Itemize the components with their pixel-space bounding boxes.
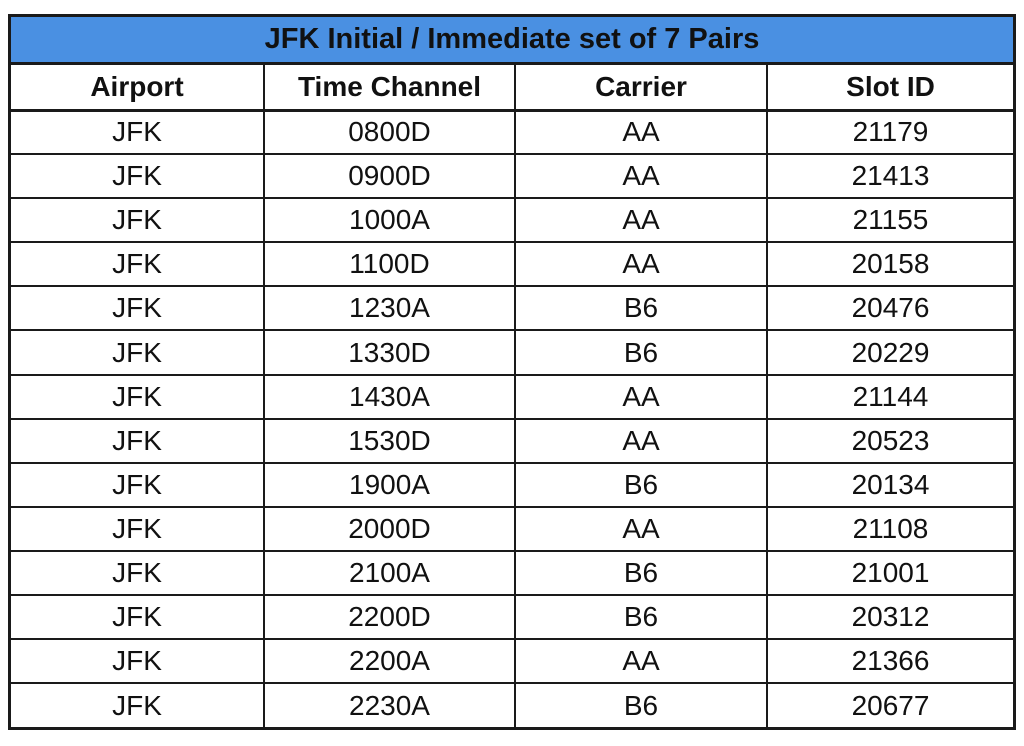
- cell-time-channel: 1000A: [264, 198, 515, 242]
- table-row: [11, 110, 1013, 154]
- cell-carrier: B6: [515, 286, 767, 330]
- header-row: [11, 65, 1013, 110]
- table-row: [11, 639, 1013, 683]
- cell-carrier: AA: [515, 639, 767, 683]
- table-row: [11, 683, 1013, 727]
- header-airport: Airport: [11, 65, 264, 110]
- cell-time-channel: 2000D: [264, 507, 515, 551]
- cell-carrier: AA: [515, 242, 767, 286]
- cell-slot-id: 20523: [767, 419, 1013, 463]
- header-time-channel: Time Channel: [264, 65, 515, 110]
- cell-slot-id: 21179: [767, 110, 1013, 154]
- cell-airport: JFK: [11, 463, 264, 507]
- cell-time-channel: 1330D: [264, 330, 515, 374]
- cell-carrier: AA: [515, 507, 767, 551]
- cell-carrier: B6: [515, 595, 767, 639]
- cell-time-channel: 2200A: [264, 639, 515, 683]
- cell-carrier: AA: [515, 375, 767, 419]
- cell-time-channel: 1230A: [264, 286, 515, 330]
- table-row: [11, 198, 1013, 242]
- header-carrier: Carrier: [515, 65, 767, 110]
- cell-carrier: AA: [515, 419, 767, 463]
- cell-slot-id: 21155: [767, 198, 1013, 242]
- table-row: [11, 286, 1013, 330]
- cell-airport: JFK: [11, 419, 264, 463]
- cell-time-channel: 1530D: [264, 419, 515, 463]
- table-row: [11, 330, 1013, 374]
- cell-slot-id: 21108: [767, 507, 1013, 551]
- cell-slot-id: 20134: [767, 463, 1013, 507]
- header-slot-id: Slot ID: [767, 65, 1013, 110]
- cell-slot-id: 20312: [767, 595, 1013, 639]
- cell-slot-id: 20229: [767, 330, 1013, 374]
- table-title: JFK Initial / Immediate set of 7 Pairs: [11, 17, 1013, 65]
- cell-carrier: AA: [515, 154, 767, 198]
- cell-time-channel: 1100D: [264, 242, 515, 286]
- table-row: [11, 154, 1013, 198]
- cell-slot-id: 21366: [767, 639, 1013, 683]
- cell-airport: JFK: [11, 286, 264, 330]
- table-row: [11, 242, 1013, 286]
- cell-time-channel: 2100A: [264, 551, 515, 595]
- cell-airport: JFK: [11, 595, 264, 639]
- cell-airport: JFK: [11, 242, 264, 286]
- cell-carrier: AA: [515, 198, 767, 242]
- cell-airport: JFK: [11, 330, 264, 374]
- cell-time-channel: 2200D: [264, 595, 515, 639]
- cell-slot-id: 20158: [767, 242, 1013, 286]
- cell-carrier: B6: [515, 463, 767, 507]
- cell-airport: JFK: [11, 551, 264, 595]
- cell-carrier: B6: [515, 330, 767, 374]
- table-row: [11, 551, 1013, 595]
- cell-carrier: B6: [515, 683, 767, 727]
- cell-slot-id: 20476: [767, 286, 1013, 330]
- cell-slot-id: 21413: [767, 154, 1013, 198]
- cell-slot-id: 20677: [767, 683, 1013, 727]
- table-row: [11, 507, 1013, 551]
- cell-airport: JFK: [11, 198, 264, 242]
- cell-airport: JFK: [11, 683, 264, 727]
- table-row: [11, 463, 1013, 507]
- table-row: [11, 595, 1013, 639]
- cell-time-channel: 1900A: [264, 463, 515, 507]
- slot-pairs-table: [11, 65, 1013, 727]
- slot-pairs-table-container: [8, 14, 1016, 730]
- cell-airport: JFK: [11, 375, 264, 419]
- cell-time-channel: 0900D: [264, 154, 515, 198]
- table-row: [11, 375, 1013, 419]
- cell-time-channel: 2230A: [264, 683, 515, 727]
- table-row: [11, 419, 1013, 463]
- cell-airport: JFK: [11, 507, 264, 551]
- cell-carrier: AA: [515, 110, 767, 154]
- cell-airport: JFK: [11, 110, 264, 154]
- cell-carrier: B6: [515, 551, 767, 595]
- cell-airport: JFK: [11, 639, 264, 683]
- cell-slot-id: 21001: [767, 551, 1013, 595]
- cell-time-channel: 0800D: [264, 110, 515, 154]
- cell-airport: JFK: [11, 154, 264, 198]
- cell-slot-id: 21144: [767, 375, 1013, 419]
- cell-time-channel: 1430A: [264, 375, 515, 419]
